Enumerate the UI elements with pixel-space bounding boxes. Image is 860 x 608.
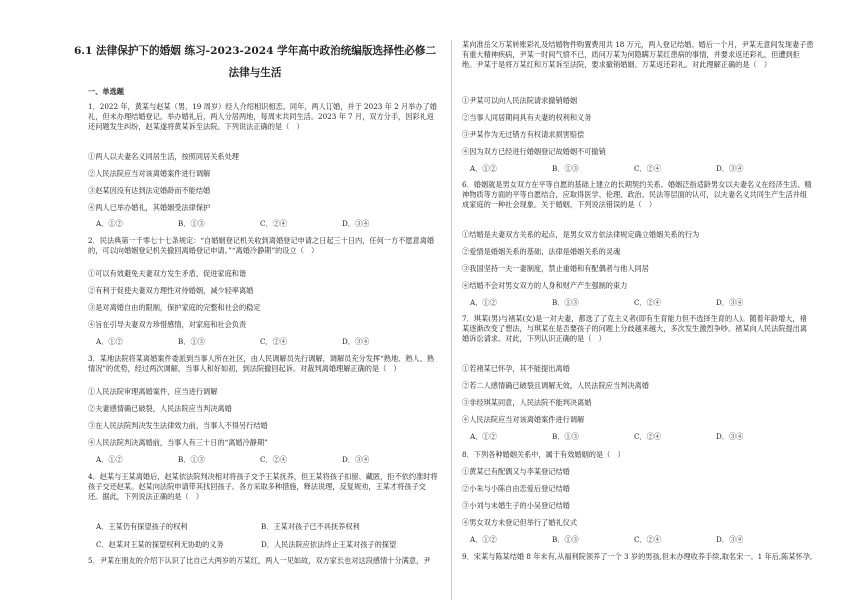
question-3: 3．某地法院将某离婚案件委派到当事人所在社区，由人民调解员先行调解，调解员充分发挥“熟地、熟人、熟情况”的优势，经过两次调解，当事人和好如初，到法院撤回起诉。对裁判离婚理解正确的是（ ） (88, 354, 435, 373)
q7-option-1: ①若褚某已怀孕，其不能提出离婚 (462, 364, 570, 373)
q5-choices (470, 164, 798, 174)
question-8: 8．下列各种婚姻关系中，属于有效婚姻的是（ ） (462, 450, 625, 459)
q5-choice-b[interactable]: B．①③ (552, 164, 579, 173)
q1-choice-d[interactable]: D．③④ (342, 219, 370, 228)
q2-choice-a[interactable]: A．①② (96, 337, 123, 346)
q5-choice-a[interactable]: A．①② (470, 164, 497, 173)
section-heading: 一、单选题 (88, 87, 124, 96)
q7-choice-a[interactable]: A．①② (470, 432, 497, 441)
q5-choice-c[interactable]: C．②④ (634, 164, 662, 173)
q6-choices (470, 298, 798, 308)
q7-choice-b[interactable]: B．①③ (552, 432, 579, 441)
q8-option-2: ②小朱与小陈自由恋爱后登记结婚 (462, 484, 570, 493)
q4-choices-row-2 (96, 540, 441, 550)
q2-option-1: ①可以有效避免夫妻双方发生矛盾，促进家庭和谐 (88, 269, 247, 278)
q8-choice-c[interactable]: C．②④ (634, 535, 662, 544)
q7-choice-d[interactable]: D．③④ (716, 432, 744, 441)
q7-choice-c[interactable]: C．②④ (634, 432, 662, 441)
q3-choice-d[interactable]: D．③④ (342, 455, 370, 464)
q2-option-3: ③是对离婚自由的限制，保护家庭的完整和社会的稳定 (88, 303, 261, 312)
q5-option-1: ①尹某可以向人民法院请求撤销婚姻 (462, 96, 578, 105)
q6-choice-c[interactable]: C．②④ (634, 298, 662, 307)
q4-choices-row-1 (96, 522, 441, 532)
q8-choice-a[interactable]: A．①② (470, 535, 497, 544)
q4-choice-c[interactable]: C．赵某对王某的探望权利无协助的义务 (96, 540, 224, 549)
q5-choice-d[interactable]: D．③④ (716, 164, 744, 173)
q3-choices (96, 455, 424, 465)
question-4: 4．赵某与王某离婚后，赵某依法院判决相对将孩子交予王某抚养，但王某将孩子扣留、藏匿，拒不依约准时将孩子交还赵某。赵某向法院申请带其找回孩子。各方采取多种措施，释法说理，反复规劝，王某才将孩子交还。据此，下列说法正确的是（ ） (88, 472, 438, 501)
q2-option-2: ②有利于促使夫妻双方理性对待婚姻，减少轻率离婚 (88, 286, 254, 295)
q8-choice-b[interactable]: B．①③ (552, 535, 579, 544)
title-line-2: 法律与生活 (228, 67, 282, 79)
q6-choice-a[interactable]: A．①② (470, 298, 497, 307)
q1-choices (96, 219, 424, 229)
q3-option-3: ③在人民法院判决发生法律效力前，当事人不得另行结婚 (88, 421, 268, 430)
q3-option-2: ②夫妻感情确已破裂，人民法院应当判决离婚 (88, 404, 232, 413)
q2-choice-c[interactable]: C．②④ (260, 337, 288, 346)
q3-choice-b[interactable]: B．①③ (178, 455, 205, 464)
q6-choice-b[interactable]: B．①③ (552, 298, 579, 307)
question-2: 2．民法典第一千零七十七条规定：“自婚姻登记机关收到离婚登记申请之日起三十日内，任何一方不愿意离婚的，可以向婚姻登记机关撤回离婚登记申请。”“离婚冷静期”的设立（ ） (88, 236, 435, 255)
q1-option-1: ①两人以夫妻名义同居生活，按照同居关系处理 (88, 152, 239, 161)
q5-option-4: ④因为双方已经进行婚姻登记故婚姻不可撤销 (462, 147, 606, 156)
q6-option-1: ①结婚是夫妻双方关系的起点，是男女双方依法律规定确立婚姻关系的行为 (462, 230, 700, 239)
q7-option-3: ③非经琪某同意，人民法院不能判决离婚 (462, 398, 592, 407)
q3-option-1: ①人民法院审理离婚案件，应当进行调解 (88, 387, 218, 396)
q1-choice-b[interactable]: B．①③ (178, 219, 205, 228)
q6-option-4: ④结婚不会对男女双方的人身和财产产生强制的束力 (462, 281, 628, 290)
q2-choice-d[interactable]: D．③④ (342, 337, 370, 346)
title-line-1: 6.1 法律保护下的婚姻 练习-2023-2024 学年高中政治统编版选择性必修二 (73, 45, 437, 57)
q1-option-2: ②人民法院应当对该离婚案件进行调解 (88, 169, 211, 178)
q3-choice-c[interactable]: C．②④ (260, 455, 288, 464)
q8-choices (470, 535, 798, 545)
q7-option-4: ④人民法院应当对该离婚案件进行调解 (462, 415, 585, 424)
q4-choice-a[interactable]: A．王某仍有探望孩子的权利 (96, 522, 188, 531)
q4-choice-d[interactable]: D．人民法院应依法终止王某对孩子的探望 (261, 540, 397, 549)
question-6: 6．婚姻就是男女双方在平等自愿的基础上建立的长期契约关系。婚姻泛指适龄男女以夫妻名义在经济生活、精神物质等方面的平等自愿结合，应取得医学、伦理、政治、民法等层面的认可，以夫妻名义共同生产生活并组成家庭的一种社会现象。关于婚姻，下列说法错误的是（ ） (462, 180, 812, 209)
question-5: 5．尹某在朋友的介绍下认识了比自己大两岁的万某红，两人一见如故，双方家长也对这段感情十分满意，尹 (88, 556, 431, 565)
q8-option-4: ④男女双方未登记但举行了婚礼仪式 (462, 518, 578, 527)
q2-choice-b[interactable]: B．①③ (178, 337, 205, 346)
q3-choice-a[interactable]: A．①② (96, 455, 123, 464)
q8-option-1: ①黄某已有配偶又与李某登记结婚 (462, 467, 570, 476)
page-title (60, 40, 450, 84)
q7-option-2: ②若二人感情确已破裂且调解无效，人民法院应当判决离婚 (462, 381, 649, 390)
question-9: 9．宋某与陈某结婚 8 年未有,从福利院领养了一个 3 岁的男孩,但未办理收养手续,取名宋一。1 年后,陈某怀孕, (462, 552, 813, 561)
question-1: 1．2022 年，黄某与赵某（男，19 周岁）经人介绍相识相恋。同年，两人订婚，并于 2023 年 2 月举办了婚礼，但未办理结婚登记。举办婚礼后，两人分居两地，每周末共同生活。2023 年 7 月，双方分手，因彩礼返还问题发生纠纷，赵某遂将黄某诉至法院。下列说法正确的是（ ） (88, 102, 437, 131)
q8-option-3: ③小刘与未婚生子的小吴登记结婚 (462, 501, 570, 510)
q3-option-4: ④人民法院判决离婚前，当事人有三十日的“离婚冷静期” (88, 438, 268, 447)
q6-option-2: ②爱情是婚姻关系的基础，法律是婚姻关系的灵魂 (462, 247, 621, 256)
q5-option-3: ③尹某作为无过错方有权请求损害赔偿 (462, 130, 585, 139)
q7-choices (470, 432, 798, 442)
question-5-continued: 某向准岳父万某转账彩礼及结婚物件购置费用共 18 万元，两人登记结婚。婚后一个月，尹某无意间发现妻子患有重大精神疾病，尹某一时间气愤不已，质问万某为何隐瞒万某红患病的事情，并要求返还彩礼，但遭到拒绝。尹某于是将万某红和万某诉至法院，要求撤销婚姻、万某返还彩礼。对此理解正确的是（ ） (462, 40, 814, 69)
q5-option-2: ②当事人同居期间具有夫妻的权利和义务 (462, 113, 592, 122)
q8-choice-d[interactable]: D．③④ (716, 535, 744, 544)
q6-option-3: ③我国坚持一夫一妻制度，禁止重婚和有配偶者与他人同居 (462, 264, 649, 273)
q4-choice-b[interactable]: B．王某对孩子已不具抚养权利 (261, 522, 360, 531)
q1-choice-a[interactable]: A．①② (96, 219, 123, 228)
q1-option-4: ④两人已举办婚礼，其婚姻受法律保护 (88, 203, 211, 212)
q1-choice-c[interactable]: C．②④ (260, 219, 288, 228)
q2-choices (96, 337, 424, 347)
q1-option-3: ③赵某因没有达到法定婚龄而不能结婚 (88, 186, 211, 195)
column-divider (451, 40, 452, 600)
q2-option-4: ④旨在引导夫妻双方珍惜感情，对家庭和社会负责 (88, 320, 247, 329)
question-7: 7．琪某(男)与褚某(女)是一对夫妻，都选了了克主义者(即有生育能力但不选择生育的人)。随着年龄增大，褚某逐渐改变了想法，与琪某在是否要孩子的问题上分歧越来越大，多次发生激烈争吵。褚某向人民法院提出离婚诉讼请求。对此，下列认识正确的是（ ） (462, 314, 808, 343)
q6-choice-d[interactable]: D．③④ (716, 298, 744, 307)
